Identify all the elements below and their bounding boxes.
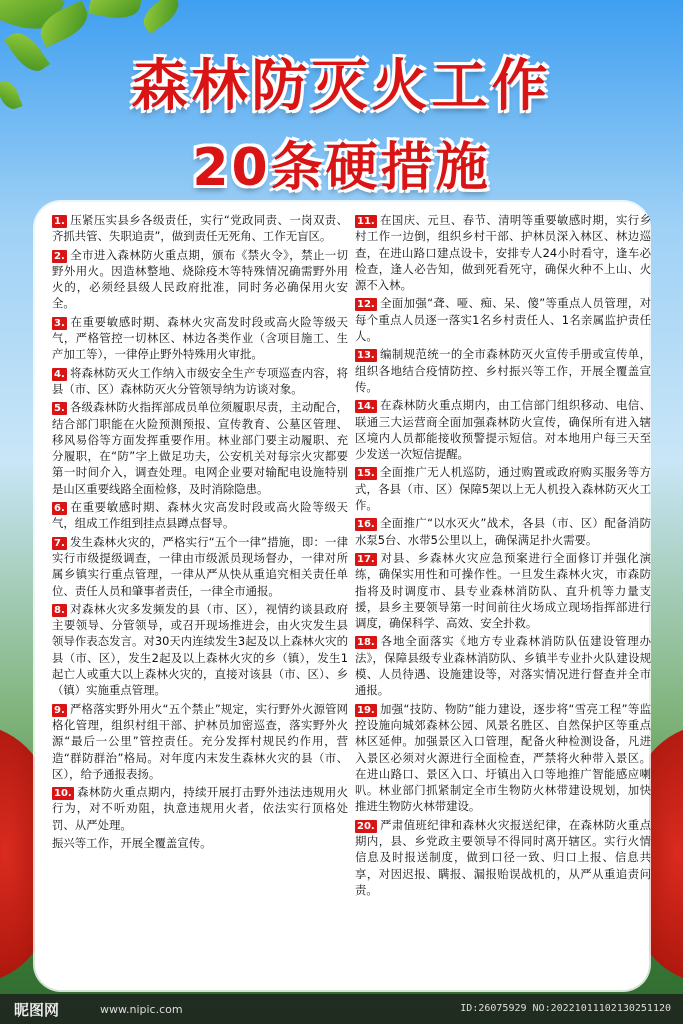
item-number: 20. <box>357 820 375 832</box>
page-subtitle: 20条硬措施 <box>192 138 491 198</box>
item-number: 9. <box>54 704 65 716</box>
item-text: 全市进入森林防火重点期，颁布《禁火令》，禁止一切野外用火。因造林整地、烧除疫木等特殊情况确需野外用火的，必须经县级人民政府批准，同时务必确保用火安全。 <box>52 247 348 311</box>
item-text: 各级森林防火指挥部成员单位须履职尽责，主动配合，结合部门职能在火险预测预报、宣传教育、公墓区管理、移风易俗等方面发挥重要作用。林业部门要主动履职、充分履职，在“防”字上做足功夫，公安机关对每宗火灾都要第一时间介入，调查处理。电网企业要对输配电设施特别是山区重要线路全面检修，及时消除隐患。 <box>52 400 348 496</box>
list-item <box>355 633 651 698</box>
left-column <box>52 212 348 853</box>
list-item-continuation <box>52 835 348 851</box>
item-text: 对县、乡森林火灾应急预案进行全面修订并强化演练，确保实用性和可操作性。一旦发生森林火灾，市森防指将及时调度市、县专业森林消防队、直升机等力量支援，县乡主要领导第一时间前往火场成立现场指挥部进行调度，确保科学、高效、安全扑救。 <box>355 550 651 631</box>
list-item <box>355 295 651 344</box>
page-title: 森林防灭火工作 <box>131 54 552 119</box>
item-number: 11. <box>357 216 375 227</box>
item-text: 在国庆、元旦、春节、清明等重要敏感时期，实行乡村工作一边倒，组织乡村干部、护林员深入林区、林边巡查，在进山路口建点设卡，安排专人24小时看守，逢车必检查，逢人必告知，做到死看死守，确保火种不上山、火源不入林。 <box>355 213 651 293</box>
item-text: 加强“技防、物防”能力建设，逐步将“雪亮工程”等监控设施向城郊森林公园、风景名胜区、自然保护区等重点林区延伸。加强景区入口管理，配备火种检测设备，凡进入景区必须对火源进行全面检查，严禁将火种带入景区。在进山路口、景区入口、圩镇出入口等地推广智能感应喇叭。林业部门抓紧制定全市生物防火林带建设规划，加快推进生物防火林带建设。 <box>355 701 651 814</box>
list-item <box>52 534 348 599</box>
list-item <box>52 701 348 782</box>
item-text: 对森林火灾多发频发的县（市、区），视情约谈县政府主要领导、分管领导，或召开现场推进会，由火灾发生县领导作表态发言。对30天内连续发生3起及以上森林火灾的县（市、区），发生2起及以上森林火灾的乡（镇），发生1起亡人或重大以上森林火灾的，直接对该县（市、区）、乡（镇）实施重点管理。 <box>52 601 348 698</box>
item-number: 3. <box>54 317 65 329</box>
item-number: 2. <box>54 250 65 262</box>
item-text: 森林防火重点期内，持续开展打击野外违法违规用火行为，对不听劝阻，执意违规用火者，依法实行顶格处罚、从严处理。 <box>52 785 348 832</box>
item-number: 15. <box>357 468 375 480</box>
item-number: 6. <box>54 503 65 515</box>
item-text: 将森林防灭火工作纳入市级安全生产专项巡查内容，将县（市、区）森林防灭火分管领导纳为访谈对象。 <box>52 365 348 396</box>
item-text: 全面推广无人机巡防，通过购置或政府购买服务等方式，各县（市、区）保障5架以上无人机投入森林防灭火工作。 <box>355 465 651 513</box>
item-number: 14. <box>357 401 375 413</box>
item-text: 发生森林火灾的，严格实行“五个一律”措施，即：一律实行市级提级调查，一律由市级派员现场督办，一律对所属乡镇实行重点管理，一律从严从快从重追究相关责任单位、责任人员和肇事者责任，一律全市通报。 <box>52 534 348 598</box>
item-number: 4. <box>54 368 65 380</box>
item-text: 全面加强“聋、哑、痴、呆、傻”等重点人员管理，对每个重点人员逐一落实1名乡村责任人、1名亲属监护责任人。 <box>355 296 651 344</box>
item-number: 12. <box>357 299 375 311</box>
item-number: 19. <box>357 704 375 716</box>
list-item <box>355 397 651 462</box>
list-item <box>355 701 651 815</box>
site-logo: 昵图网 <box>14 1001 60 1019</box>
item-text: 在重要敏感时期、森林火灾高发时段或高火险等级天气，严格管控一切林区、林边各类作业（含项目施工、生产加工等），一律停止野外特殊用火审批。 <box>52 314 348 362</box>
item-number: 18. <box>357 637 375 649</box>
list-item <box>52 212 348 245</box>
item-text: 在森林防火重点期内，由工信部门组织移动、电信、联通三大运营商全面加强森林防火宣传，确保所有进入辖区境内人员都能接收预警提示短信。对本地用户每三天至少发送一次短信提醒。 <box>355 398 651 462</box>
list-item <box>355 817 651 898</box>
item-number: 5. <box>54 403 65 415</box>
image-id: ID:26075929 NO:20221011102130251120 <box>460 1003 671 1014</box>
list-item <box>52 247 348 312</box>
list-item <box>52 399 348 497</box>
list-item <box>52 784 348 833</box>
item-number: 13. <box>357 350 375 362</box>
item-number: 16. <box>357 519 375 531</box>
item-text: 严肃值班纪律和森林火灾报送纪律，在森林防火重点期内，县、乡党政主要领导不得同时离开辖区。实行火情信息及时报送制度，做到口径一致、归口上报、信息共享，对因迟报、瞒报、漏报贻误战机的，从严从重追责问责。 <box>355 817 651 897</box>
item-number: 8. <box>54 604 65 616</box>
item-number: 1. <box>54 216 65 227</box>
list-item <box>355 464 651 513</box>
item-text: 振兴等工作，开展全覆盖宣传。 <box>52 835 212 850</box>
list-item <box>52 499 348 532</box>
item-text: 各地全面落实《地方专业森林消防队伍建设管理办法》，保障县级专业森林消防队、乡镇半专业扑火队建设规模、人员待遇、设施建设等，对落实情况进行督查并全市通报。 <box>355 634 651 698</box>
list-item <box>52 314 348 363</box>
list-item <box>52 601 348 699</box>
site-url: www.nipic.com <box>100 1003 183 1016</box>
list-item <box>355 212 651 293</box>
item-number: 10. <box>54 788 72 800</box>
watermark-footer <box>0 994 683 1024</box>
list-item <box>52 365 348 398</box>
item-text: 编制规范统一的全市森林防灭火宣传手册或宣传单，组织各地结合疫情防控、乡村振兴等工作，开展全覆盖宣传。 <box>355 347 651 394</box>
item-text: 在重要敏感时期、森林火灾高发时段或高火险等级天气，组成工作组到挂点县蹲点督导。 <box>52 500 348 531</box>
item-text: 严格落实野外用火“五个禁止”规定，实行野外火源管网格化管理，组织村组干部、护林员加密巡查，落实野外火源“最后一公里”管控责任。充分发挥村规民约作用，营造“群防群治”格局。对年度内末发生森林火灾的县（市、区），给予通报表扬。 <box>52 701 348 781</box>
item-number: 7. <box>54 537 65 549</box>
item-number: 17. <box>357 553 375 565</box>
list-item <box>355 515 651 548</box>
item-text: 压紧压实县乡各级责任，实行“党政同责、一岗双责、齐抓共管、失职追责”，做到责任无死角、工作无盲区。 <box>52 213 348 244</box>
list-item <box>355 346 651 395</box>
list-item <box>355 550 651 631</box>
item-text: 全面推广“以水灭火”战术，各县（市、区）配备消防水泵5台、水带5公里以上，确保满足扑火需要。 <box>355 516 651 547</box>
right-column <box>355 212 651 900</box>
